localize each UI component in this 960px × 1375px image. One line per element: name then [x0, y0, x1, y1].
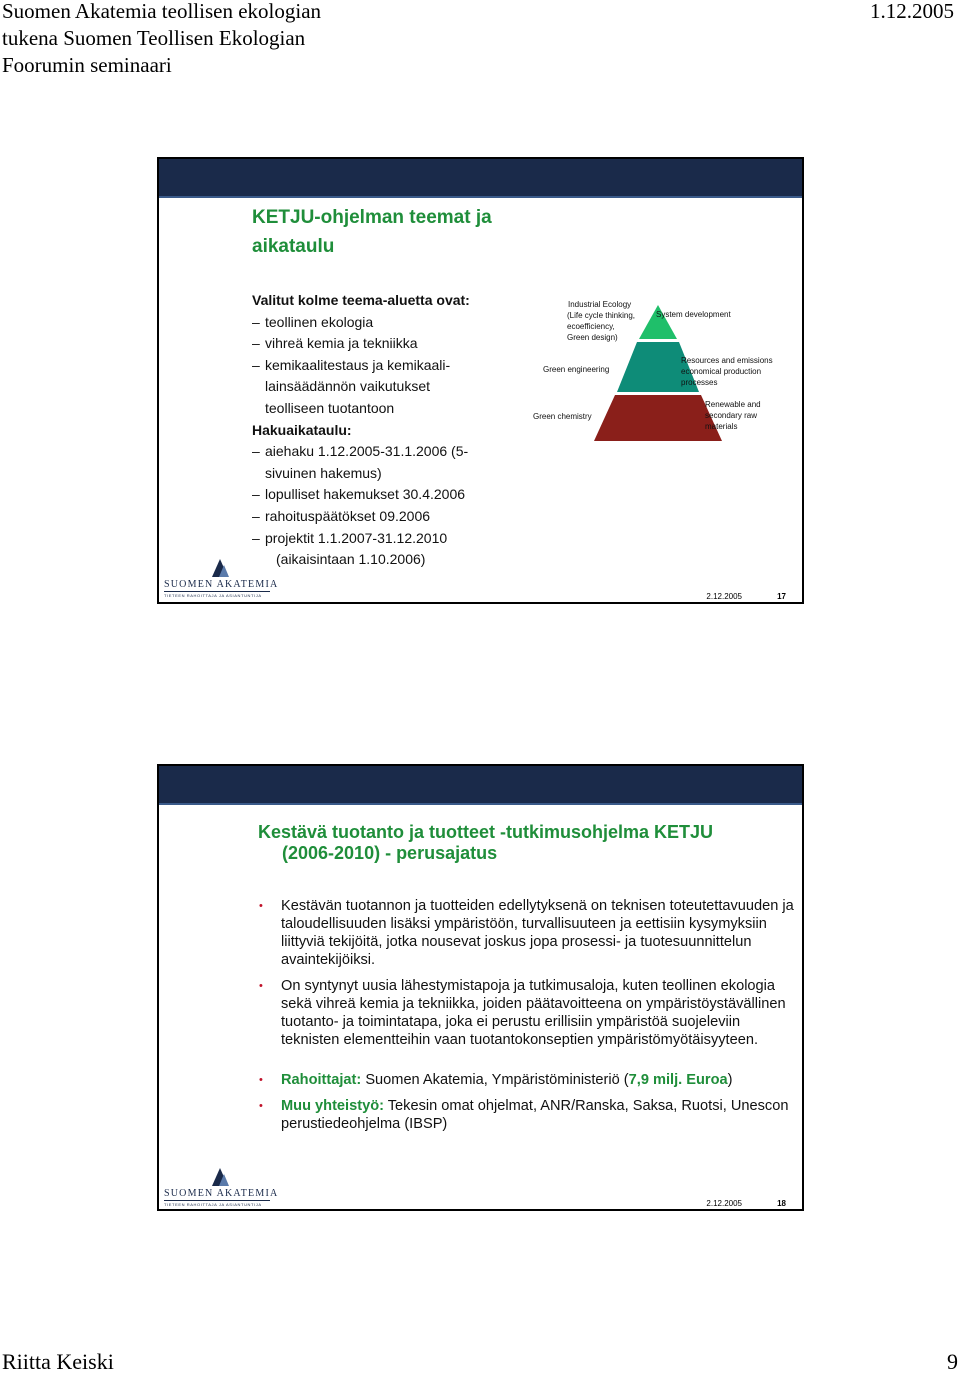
schedule-item-cont: sivuinen hakemus)	[265, 464, 382, 481]
theme-item: – kemikaalitestaus ja kemikaali-	[252, 355, 512, 377]
pyramid-label: Green chemistry	[533, 412, 592, 421]
bullet-icon: •	[259, 1100, 263, 1112]
bullet-item	[259, 897, 799, 969]
slide-content	[259, 897, 799, 1141]
slide-top-bar-line	[159, 803, 802, 805]
pyramid-label: Resources and emissions	[681, 356, 773, 365]
header-line: Suomen Akatemia teollisen ekologian	[2, 0, 322, 23]
bullet-icon: •	[259, 900, 263, 912]
funders-end: )	[727, 1072, 733, 1088]
schedule-item: – lopulliset hakemukset 30.4.2006	[252, 484, 512, 506]
suomen-akatemia-logo	[162, 557, 279, 601]
title-line: KETJU-ohjelman teemat ja	[252, 207, 492, 228]
page-header-title	[2, 0, 321, 79]
title-line: (2006-2010) - perusajatus	[282, 843, 498, 863]
pyramid-label: Green engineering	[543, 365, 610, 374]
slide-18	[157, 764, 804, 1211]
pyramid-bottom	[594, 395, 722, 441]
slide-content	[252, 290, 512, 571]
slide-number: 18	[777, 1199, 786, 1208]
schedule-item-cont: (aikaisintaan 1.10.2006)	[276, 551, 426, 568]
slide-number: 17	[777, 592, 786, 601]
slide-title	[252, 203, 552, 261]
slide-top-bar-line	[159, 196, 802, 198]
page-header-date: 1.12.2005	[870, 0, 954, 23]
pyramid-label: ecoefficiency,	[567, 322, 615, 331]
schedule-item: – aiehaku 1.12.2005-31.1.2006 (5-	[252, 441, 512, 463]
slide-title	[258, 822, 788, 864]
logo-mark-icon	[208, 1166, 238, 1188]
funders-text: Suomen Akatemia, Ympäristöministeriö (	[361, 1072, 629, 1088]
cooperation-text: Tekesin omat ohjelmat, ANR/Ranska, Saksa, Ruotsi, Unescon perustiedeohjelma (IBSP)	[281, 1098, 789, 1132]
funders-label: Rahoittajat:	[281, 1072, 362, 1088]
title-line: aikataulu	[252, 236, 335, 257]
green-chemistry-pyramid-diagram	[533, 295, 783, 445]
logo-divider	[164, 1200, 270, 1201]
bullet-text: Kestävän tuotannon ja tuotteiden edellytyksenä on teknisen toteutettavuuden ja taloudellisuuden lisäksi ympäristöön, turvallisuuteen ja eettisiin kysymyksiin liittyviä tekijöitä, jotka nousevat joskus jopa prosessi- ja tuotesuunnittelun avaintekijöiksi.	[281, 898, 794, 968]
logo-mark-icon	[208, 557, 238, 579]
pyramid-label: materials	[705, 422, 738, 431]
bullet-text: On syntynyt uusia lähestymistapoja ja tutkimusaloja, kuten teollinen ekologia sekä vihreä kemia ja tekniikka, joiden päätavoitteena on ympäristöystävällinen tuotanto- ja toimintatapa, joka ei perustu erillisiin ympäristöä suojeleviin teknisten elementteihin vaan tuotantokonseptien ympäristömyötäisyyteen.	[281, 978, 786, 1048]
page-footer-number: 9	[947, 1349, 958, 1374]
pyramid-label: (Life cycle thinking,	[567, 311, 636, 320]
page-footer-author: Riitta Keiski	[2, 1349, 114, 1374]
theme-item: – vihreä kemia ja tekniikka	[252, 333, 512, 355]
funding-amount: 7,9 milj. Euroa	[628, 1072, 728, 1088]
suomen-akatemia-logo	[162, 1166, 279, 1210]
logo-divider	[164, 591, 270, 592]
logo-tagline: TIETEEN RAHOITTAJA JA ASIANTUNTIJA	[164, 593, 262, 598]
slide-date: 2.12.2005	[706, 592, 742, 601]
pyramid-label: System development	[656, 310, 731, 319]
theme-item-cont: lainsäädännön vaikutukset	[265, 378, 431, 395]
theme-item: – teollinen ekologia	[252, 312, 512, 334]
pyramid-label: processes	[681, 378, 718, 387]
pyramid-label: Green design)	[567, 333, 618, 342]
pyramid-label: Renewable and	[705, 400, 761, 409]
bullet-icon: •	[259, 1074, 263, 1086]
pyramid-label: economical production	[681, 367, 762, 376]
logo-tagline: TIETEEN RAHOITTAJA JA ASIANTUNTIJA	[164, 1202, 262, 1207]
schedule-item: – projektit 1.1.2007-31.12.2010	[252, 528, 512, 550]
bullet-item	[259, 1097, 799, 1133]
schedule-item: – rahoituspäätökset 09.2006	[252, 506, 512, 528]
logo-text: SUOMEN AKATEMIA	[164, 1188, 279, 1199]
bullet-item	[259, 977, 799, 1049]
pyramid-label: Industrial Ecology	[568, 300, 632, 309]
slide-top-bar	[159, 159, 802, 196]
slide-17	[157, 157, 804, 604]
pyramid-label: secondary raw	[705, 411, 758, 420]
title-line: Kestävä tuotanto ja tuotteet -tutkimusohjelma KETJU	[258, 822, 714, 842]
themes-intro: Valitut kolme teema-aluetta ovat:	[252, 292, 470, 308]
slide-date: 2.12.2005	[706, 1199, 742, 1208]
header-line: Foorumin seminaari	[2, 53, 172, 77]
slide-top-bar	[159, 766, 802, 803]
theme-item-cont: teolliseen tuotantoon	[265, 399, 395, 416]
schedule-heading: Hakuaikataulu:	[252, 421, 352, 438]
bullet-icon: •	[259, 980, 263, 992]
logo-text: SUOMEN AKATEMIA	[164, 579, 279, 590]
header-line: tukena Suomen Teollisen Ekologian	[2, 26, 306, 50]
cooperation-label: Muu yhteistyö:	[281, 1098, 384, 1114]
bullet-item	[259, 1071, 799, 1089]
